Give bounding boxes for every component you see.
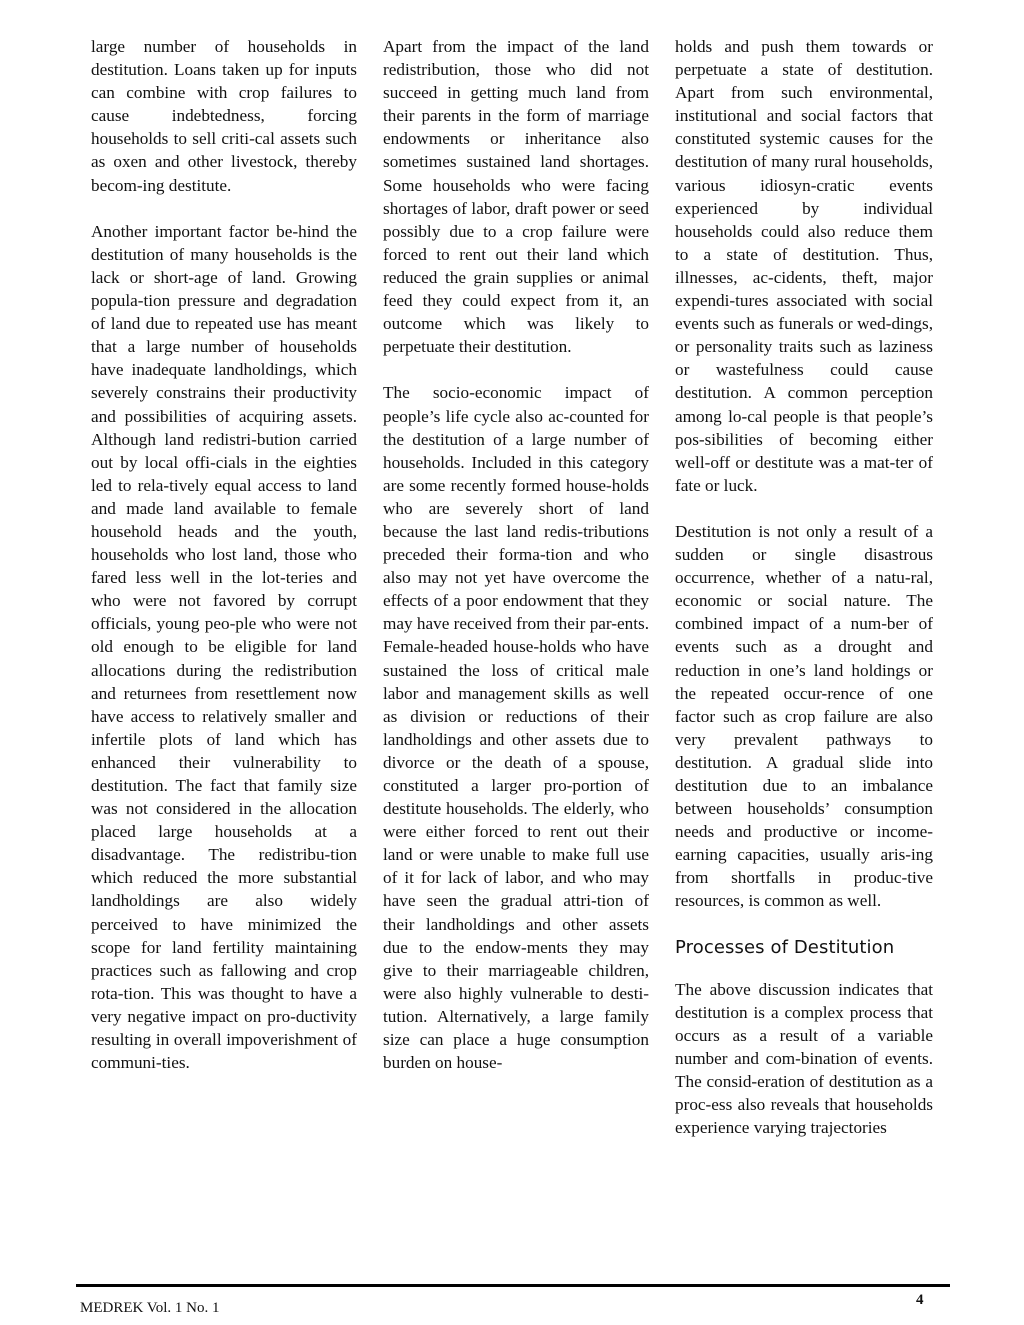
section-heading: Processes of Destitution xyxy=(675,936,895,958)
journal-footer: MEDREK Vol. 1 No. 1 xyxy=(80,1300,220,1316)
paragraph: Another important factor be-hind the destitution of many households is the lack or short-age of land. Growing popula-tion pressure and degradation of land due to repeated use has meant that a large number of households have inadequate landholdings, which severely constrains their productivity and possibilities of acquiring assets. Although land redistri-bution carried out by local offi-cials in the eighties led to rela-tively equal access to land and made land available to female household heads and the youth, households who lost land, those who fared less well in the lot-teries and who were not favored by corrupt officials, young peo-ple who were not old enough to be eligible for land allocations during the redistribution and returnees from resettlement now have access to relatively smaller and infertile plots of land which has enhanced their vulnerability to destitution. The fact that family size was not considered in the allocation placed large households at a disadvantage. The redistribu-tion which reduced the more substantial landholdings are also widely perceived to have minimized the scope for land fertility maintaining practices such as fallowing and crop rota-tion. This was thought to have a very negative impact on pro-ductivity resulting in overall impoverishment of communi-ties. xyxy=(91,221,357,1073)
paragraph: The socio-economic impact of people’s life cycle also ac-counted for the destitution of a large number of households. Included in this category are some recently formed house-holds who are severely short of land because the last land redis-tributions preceded their forma-tion and who also may not yet have overcome the effects of a poor endowment that they may have received from their par-ents. Female-headed house-holds who have sustained the loss of critical male labor and management skills as well as division or reductions of their landholdings and other assets due to divorce or the death of a spouse, constituted a larger pro-portion of destitute households. The elderly, who were either forced to rent out their land or were unable to make full use of it for lack of labor, and who may have seen the gradual attri-tion of their landholdings and other assets due to the endow-ments they may give to their marriageable children, were also highly vulnerable to desti-tution. Alternatively, a large family size can place a huge consumption burden on house- xyxy=(383,383,649,1073)
text-column-3 xyxy=(675,35,933,1139)
paragraph: The above discussion indicates that destitution is a complex process that occurs as a result of a variable number and com-bination of events. The consid-eration of destitution as a proc-ess also reveals that households experience varying trajectories xyxy=(675,979,933,1138)
paragraph: holds and push them towards or perpetuate a state of destitution. Apart from such environmental, institutional and social factors that constituted systemic causes for the destitution of many rural households, various idiosyn-cratic events experienced by individual households could also reduce them to a state of destitution. Thus, illnesses, ac-cidents, theft, major expendi-tures associated with social events such as funerals or wed-dings, or personality traits such as laziness or wastefulness could cause destitution. A common perception among lo-cal people is that people’s pos-sibilities of becoming either well-off or destitute was a mat-ter of fate or luck. xyxy=(675,37,933,495)
paragraph: Apart from the impact of the land redistribution, those who did not succeed in getting much land from their parents in the form of marriage endowments or inheritance also sometimes sustained land shortages. Some households who were facing shortages of labor, draft power or seed possibly due to a crop failure were forced to rent out their land which reduced the grain supplies or animal feed they could expect from it, an outcome which was likely to perpetuate their destitution. xyxy=(383,37,649,357)
paragraph: large number of households in destitution. Loans taken up for inputs can combine with crop failures to cause indebtedness, forcing households to sell criti-cal assets such as oxen and other livestock, thereby becom-ing destitute. xyxy=(91,37,357,195)
paragraph: Destitution is not only a result of a sudden or single disastrous occurrence, whether of a natu-ral, economic or social nature. The combined impact of a num-ber of events such as a drought and reduction in one’s land holdings or the repeated occur-rence of one factor such as crop failure are also very prevalent pathways to destitution. A gradual slide into destitution due to an imbalance between households’ consumption needs and productive or income-earning capacities, usually aris-ing from shortfalls in produc-tive resources, is common as well. xyxy=(675,521,933,911)
text-column-2 xyxy=(383,35,649,1074)
footer-rule xyxy=(76,1284,950,1287)
page-number: 4 xyxy=(916,1292,924,1308)
text-column-1 xyxy=(91,35,357,1074)
